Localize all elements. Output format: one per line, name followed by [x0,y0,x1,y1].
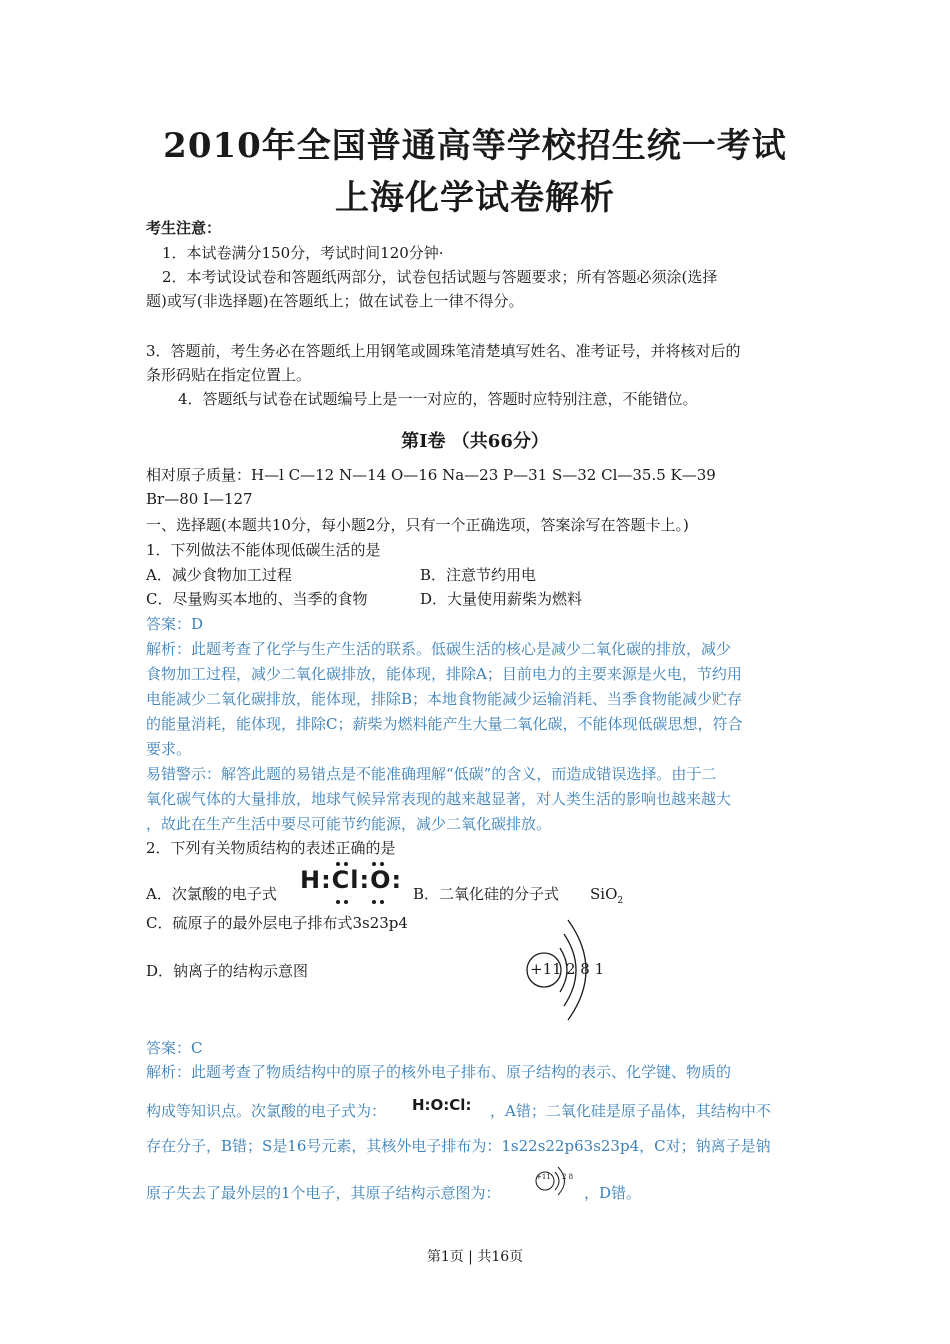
q2-analysis-line-4a: 原子失去了最外层的1个电子，其原子结构示意图为： [146,1184,501,1202]
notice-item-2b: 题)或写(非选择题)在答题纸上；做在试卷上一律不得分。 [146,292,524,310]
sio2-formula-sub: 2 [617,896,624,906]
q2-analysis-line-1: 解析：此题考查了物质结构中的原子的核外电子排布、原子结构的表示、化学键、物质的 [146,1063,732,1081]
inline-sodium-diagram [533,1164,583,1198]
title-line-2: 上海化学试卷解析 [335,178,615,218]
q1-stem: 1．下列做法不能体现低碳生活的是 [146,541,381,559]
q1-analysis-line-1: 解析：此题考查了化学与生产生活的联系。低碳生活的核心是减少二氧化碳的排放，减少 [146,640,732,658]
q1-option-a: A．减少食物加工过程 [146,566,292,584]
q2-answer: 答案：C [146,1039,203,1057]
q1-analysis-line-2: 食物加工过程，减少二氧化碳排放，能体现，排除A；目前电力的主要来源是火电，节约用 [146,665,742,683]
q2-option-d: D．钠离子的结构示意图 [146,962,309,980]
notice-item-1: 1．本试卷满分150分，考试时间120分钟· [162,244,444,262]
q1-option-d: D．大量使用薪柴为燃料 [420,590,583,608]
notice-item-3a: 3．答题前，考生务必在答题纸上用钢笔或圆珠笔清楚填写姓名、准考证号，并将核对后的 [146,342,741,360]
q1-option-b: B．注意节约用电 [420,566,537,584]
sodium-shell-electrons: 2 8 1 [566,960,605,978]
q1-answer: 答案：D [146,615,204,633]
lone-pair-dots [325,860,405,910]
q1-analysis-line-4: 的能量消耗，能体现，排除C；薪柴为燃料能产生大量二氧化碳，不能体现低碳思想，符合 [146,715,743,733]
hclo-electron-formula: H:Cl:O: [300,866,403,894]
q2-option-a: A．次氯酸的电子式 [146,885,277,903]
q1-warning-line-2: 氧化碳气体的大量排放，地球气候异常表现的越来越显著，对人类生活的影响也越来越大 [146,790,732,808]
q1-warning-line-1: 易错警示：解答此题的易错点是不能准确理解“低碳”的含义，而造成错误选择。由于二 [146,765,717,783]
notice-item-4: 4．答题纸与试卷在试题编号上是一一对应的，答题时应特别注意，不能错位。 [178,390,698,408]
atomic-mass-line-1: 相对原子质量：H—l C—12 N—14 O—16 Na—23 P—31 S—32 Cl—35.5 K—39 [146,466,716,484]
q2-analysis-line-2b: ，A错；二氧化硅是原子晶体，其结构中不 [490,1102,771,1120]
sio2-formula-main: SiO [590,885,618,903]
notice-item-3b: 条形码贴在指定位置上。 [146,366,312,384]
inline-sodium-nucleus: +11 [536,1173,551,1181]
sodium-nucleus-label: +11 [530,960,562,978]
part1-heading: 一、选择题(本题共10分，每小题2分，只有一个正确选项，答案涂写在答题卡上。) [146,516,689,534]
q2-analysis-line-2a: 构成等知识点。次氯酸的电子式为： [146,1102,387,1120]
q2-analysis-line-4b: ，D错。 [584,1184,642,1202]
title-line-1: 2010年全国普通高等学校招生统一考试 [163,126,787,166]
notice-heading: 考生注意： [146,219,222,237]
q1-analysis-line-3: 电能减少二氧化碳排放，能体现，排除B；本地食物能减少运输消耗、当季食物能减少贮存 [146,690,743,708]
atomic-mass-line-2: Br—80 I—127 [146,490,253,508]
q1-warning-line-3: ，故此在生产生活中要尽可能节约能源，减少二氧化碳排放。 [146,815,552,833]
inline-sodium-shells: 2 8 [562,1173,574,1181]
q2-option-b: B．二氧化硅的分子式 [413,885,560,903]
inline-hclo-formula: H:O:Cl: [412,1096,472,1114]
q2-option-c: C．硫原子的最外层电子排布式3s23p4 [146,914,408,932]
q1-option-c: C．尽量购买本地的、当季的食物 [146,590,368,608]
sio2-formula [590,884,623,911]
notice-item-2a: 2．本考试设试卷和答题纸两部分，试卷包括试题与答题要求；所有答题必须涂(选择 [162,268,718,286]
q2-stem: 2．下列有关物质结构的表述正确的是 [146,839,396,857]
q1-analysis-line-5: 要求。 [146,740,192,758]
page-footer: 第1页 | 共16页 [426,1249,524,1265]
section-title: 第Ⅰ卷 （共66分） [401,431,549,452]
q2-analysis-line-3: 存在分子，B错；S是16号元素，其核外电子排布为：1s22s22p63s23p4，C对；钠离子是钠 [146,1137,771,1155]
